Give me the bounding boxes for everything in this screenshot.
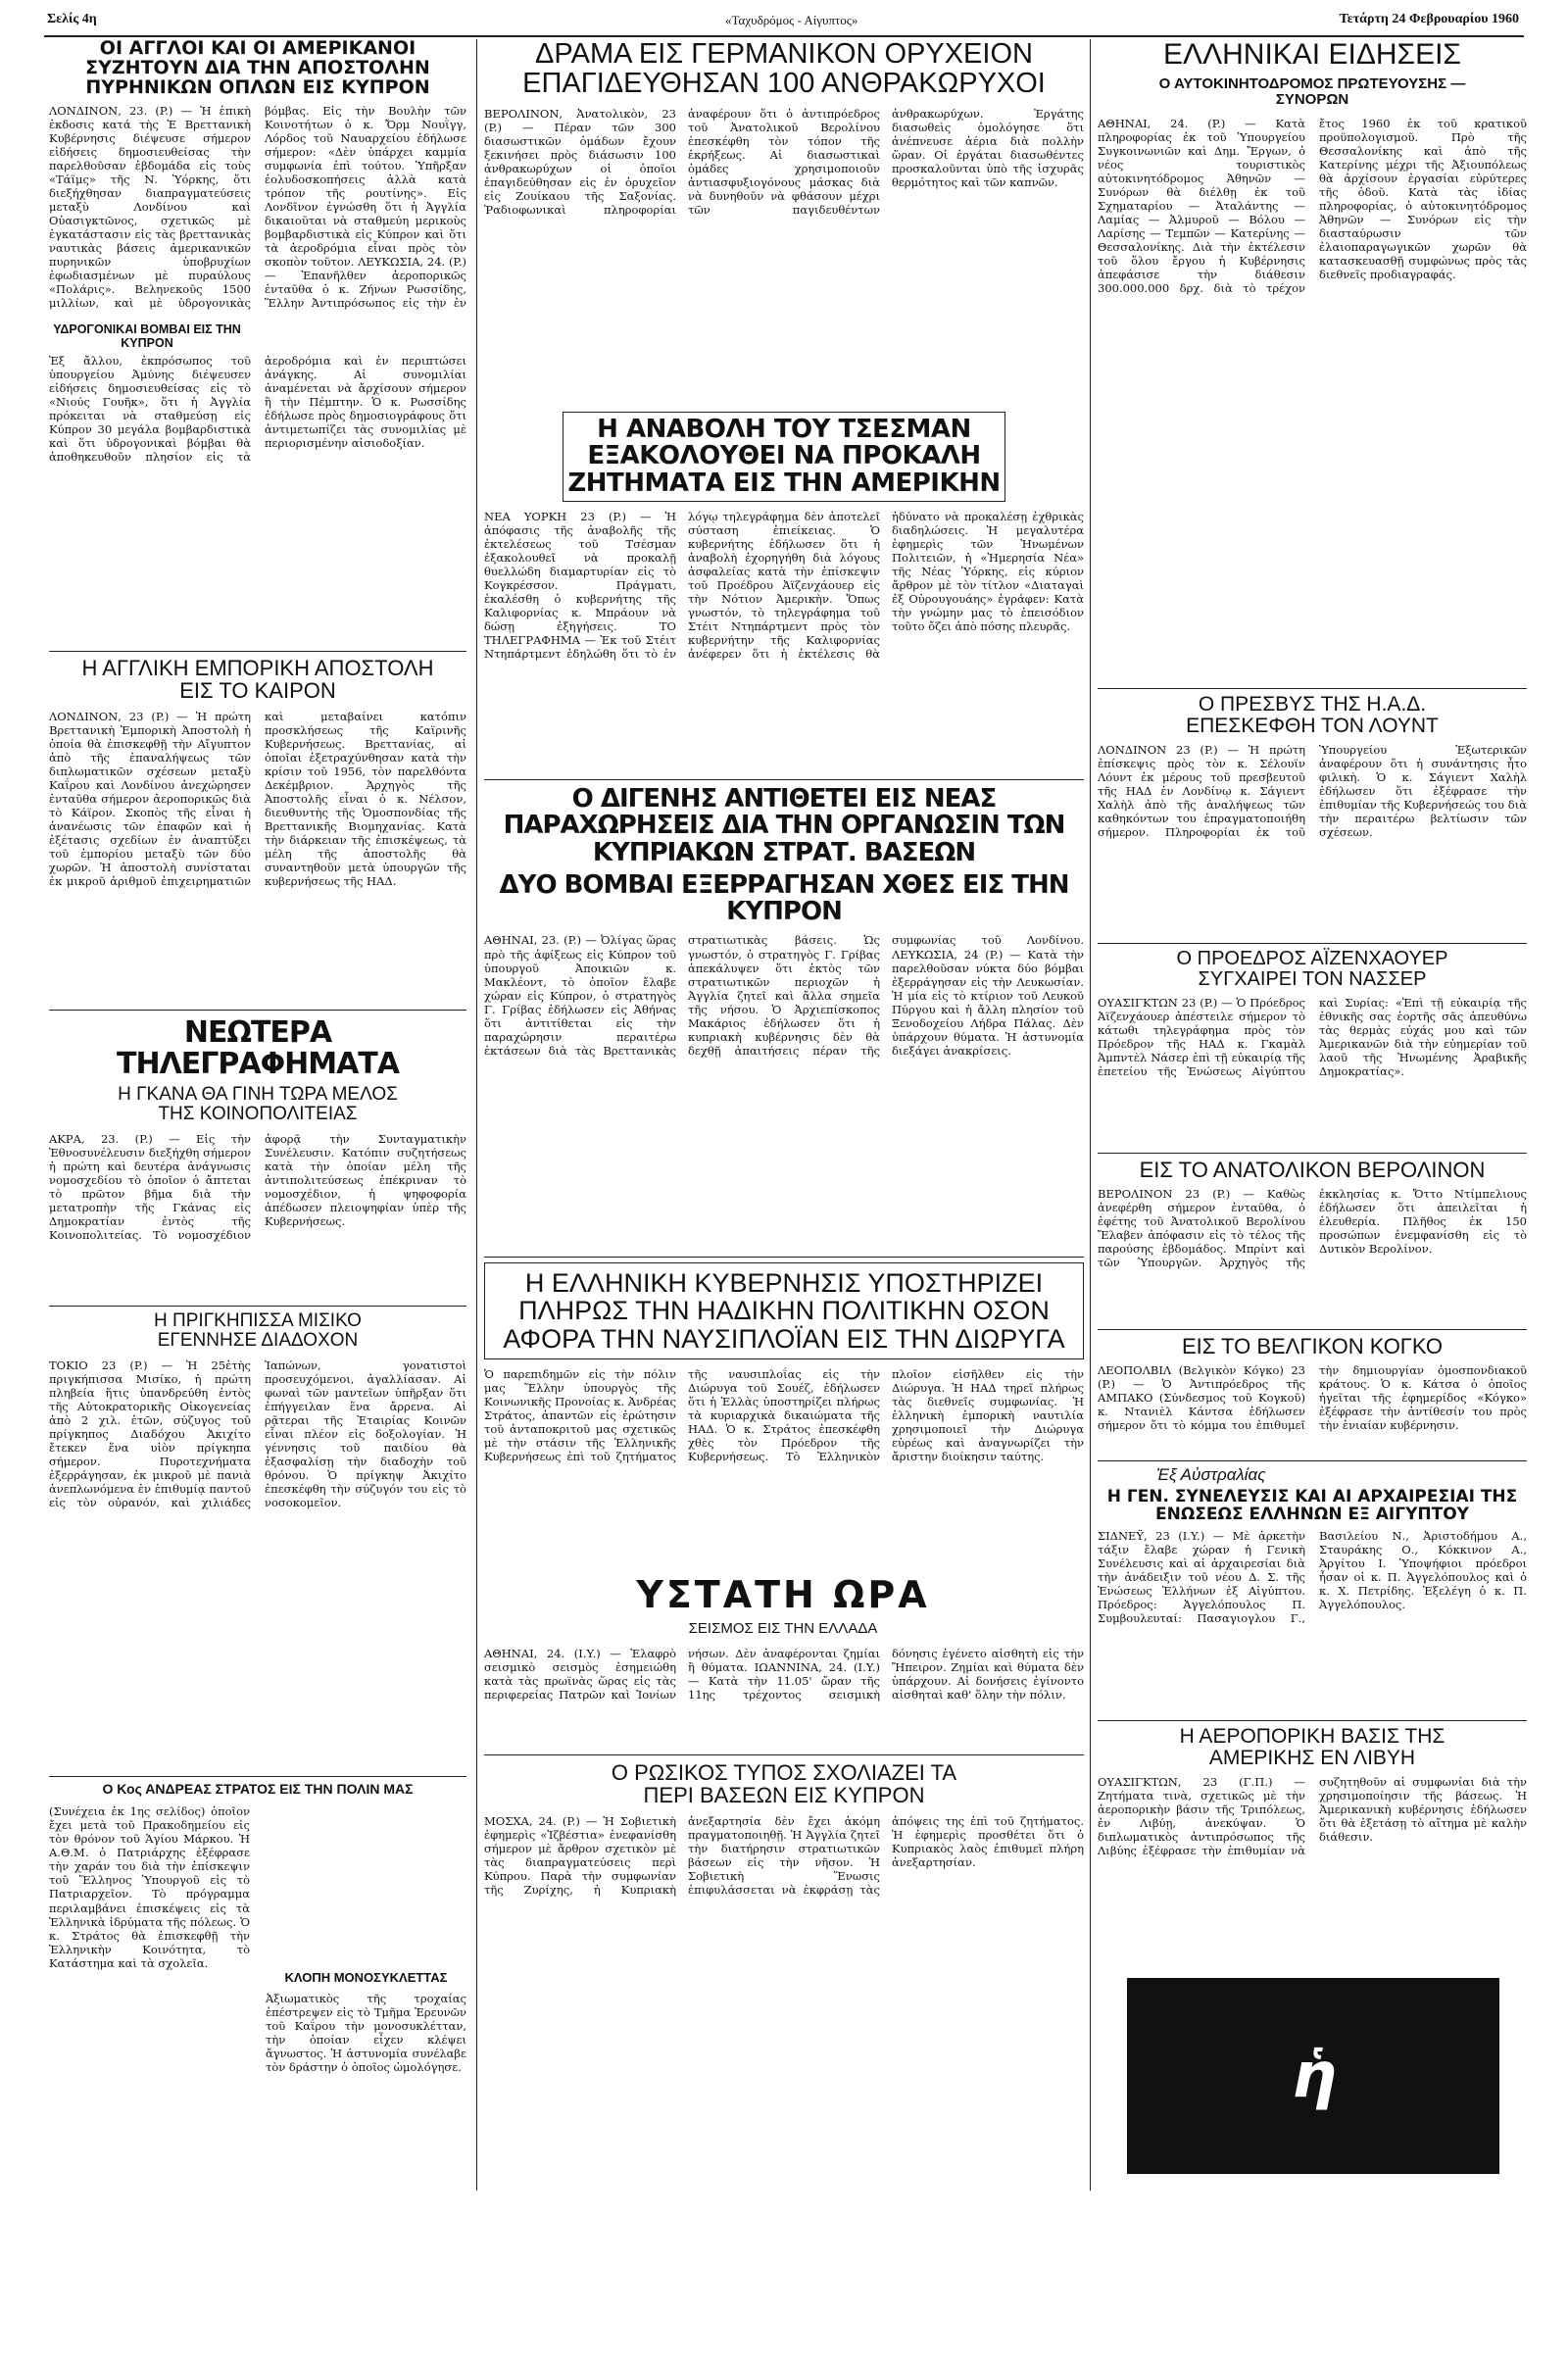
article-headline: Η ΓΕΝ. ΣΥΝΕΛΕΥΣΙΣ ΚΑΙ ΑΙ ΑΡΧΑΙΡΕΣΙΑΙ ΤΗΣ ΕΝΩΣΕΩΣ ΕΛΛΗΝΩΝ ΕΞ ΑΙΓΥΠΤΟΥ	[1106, 1486, 1518, 1524]
section-rule	[49, 1010, 466, 1011]
article-body: ΣΙΔΝΕΫ, 23 (I.Y.) — Μὲ ἀρκετὴν τάξιν ἔλαβε χώραν ἡ Γενικὴ Συνέλευσις καὶ αἱ ἀρχαιρεσίαι διὰ τὴν ἀνάδειξιν τοῦ νέου Δ. Σ. τῆς Ἑνώσεως Ἑλλήνων ἐξ Αἰγύπτου. Πρόεδρος: Ἀγγελόπουλος Π. Συμβουλευταί: Πασαγιογλου Γ., Βασιλείου Ν., Ἀριστοδήμου Α., Σταυράκης Ο., Κόκκινον Α., Ἀργίτου Ι. Ὑποψήφιοι πρόεδροι ἦσαν οἱ κ. Π. Ἀγγελόπουλος καὶ ὁ κ. Χ. Πετρίδης. Ἐξελέγη ὁ κ. Π. Ἀγγελόπουλος.	[1098, 1529, 1527, 1626]
article-headline: Ο ΡΩΣΙΚΟΣ ΤΥΠΟΣ ΣΧΟΛΙΑΖΕΙ ΤΑ ΠΕΡΙ ΒΑΣΕΩΝ ΕΙΣ ΚΥΠΡΟΝ	[611, 1760, 957, 1808]
article-body: ΛΟΝΔΙΝΟΝ, 23. (P.) — Ἡ ἐπικὴ ἐκδοσις κατά τὴς Ἐ Βρεττανικὴ Κυβέρνησις διέψευσε σήμερον εἰδήσεις δημοσιευθείσας τὴν παρελθοῦσαν ἑβδομάδα εἰς τοὺς «Τάϊμς» τῆς Ν. Ὑόρκης, ὅτι διεξήχθησαν διαπραγματεύσεις μεταξὺ Λονδίνου καὶ Οὐασιγκτῶνος, σχετικῶς μὲ ἐγκατάστασιν εἰς τὰς βρεττανικὰς ναυτικὰς βάσεις ἀμερικανικῶν πυρηνικῶν ὑποβρυχίων ἐφωδιασμένων μὲ πυραύλους «Πολάρις». Βεληνεκοῦς 1500 μιλλίων, καὶ μὲ ὑδρογονικὰς βόμβας. Εἰς τὴν Βουλὴν τῶν Κοινοτήτων ὁ κ. Ὄρμ Νουῒγγ, Λόρδος τοῦ Ναυαρχείου ἐδήλωσε σήμερον: «Δὲν ὑπάρχει καμμία συμφωνία ἐπὶ τούτου. Ὑπῆρξαν ἐολυδοσκοπήσεις ἀλλὰ κατὰ τρόπον τῆς ρουτίνης». Εἰς Λονδῖνον ἐγνώσθη ὅτι ἡ Ἀγγλία δικαιοῦται νὰ σταθμεύη μερικοὺς βομβαρδιστικὰ εἰς Κύπρον καὶ ὅτι τὰ ἀεροδρόμια εἶναι πρὸς τὸν σκοπὸν τοῦτον. ΛΕΥΚΩΣΙΑ, 24. (P.) — Ἐπανῆλθεν ἀεροπορικῶς ἐνταῦθα ὁ κ. Ζήνων Ρωσσίδης, Ἕλλην Ἀντιπρόσωπος εἰς τὴν ἐν	[49, 103, 466, 311]
col-divider-2	[1090, 39, 1091, 2191]
article-body: (Συνέχεια ἐκ 1ης σελίδος) ὁποῖον ἔχει μετὰ τοῦ Πρακοδημείου εἰς τὸν θρόνον τοῦ Ἁγίου Μάρκου. Ἡ Α.Θ.Μ. ὁ Πατριάρχης ἐξέφρασε τὴν χαράν του διὰ τὴν ἐπίσκεψιν τοῦ Ἕλληνος Ὑπουργοῦ εἰς τὸ Πατριαρχεῖον. Τὸ πρόγραμμα περιλαμβάνει ἐπισκέψεις εἰς τὰ Ἑλληνικὰ ἱδρύματα τῆς πόλεως. Ὁ κ. Στράτος θὰ ἐπισκεφθῇ τὴν Ἑλληνικὴν Κοινότητα, τὸ Κατάστημα καὶ τὰ σχολεῖα.	[49, 1804, 250, 1970]
article-body: Ὁ παρεπιδημῶν εἰς τὴν πόλιν μας Ἕλλην ὑπουργὸς τῆς Κοινωνικῆς Προνοίας κ. Ἀνδρέας Στράτος, ἀπαντῶν εἰς ἐρώτησιν τοῦ ἀνταποκριτοῦ μας σχετικῶς μὲ τὴν στάσιν τῆς Ἑλληνικῆς Κυβερνήσεως ἐπὶ τοῦ ζητήματος τῆς ναυσιπλοΐας εἰς τὴν Διώρυγα τοῦ Σουέζ, ἐδήλωσεν ὅτι ἡ Ἑλλὰς ὑποστηρίζει πλήρως τὰ κυριαρχικὰ δικαιώματα τῆς ΗΑΔ. Ὁ κ. Στράτος ἐπεσκέφθη χθὲς τὸν Πρόεδρον τῆς Κυβερνήσεως. Τὸ Ἑλληνικὸν πλοῖον εἰσῆλθεν εἰς τὴν Διώρυγα. Ἡ ΗΑΔ τηρεῖ πλήρως τὰς διεθνεῖς συμφωνίας. Ἡ ἑλληνικὴ ἐμπορικὴ ναυτιλία χρησιμοποιεῖ τὴν Διώρυγα εὐρέως καὶ ἀναγνωρίζει τὴν ἄριστην διοίκησιν ταύτης.	[484, 1367, 1084, 1464]
article-headline: Ο ΠΡΕΣΒΥΣ ΤΗΣ Η.Α.Δ. ΕΠΕΣΚΕΦΘΗ ΤΟΝ ΛΟΥΝΤ	[1186, 693, 1439, 738]
article-body: Ἀξιωματικὸς τῆς τροχαίας ἐπέστρεψεν εἰς τὸ Τμῆμα Ἐρευνῶν τοῦ Καΐρου τὴν μονοσυκλέτταν, τὴν ὁποίαν εἶχεν κλέψει ἄγνωστος. Ἡ ἀστυνομία συνέλαβε τὸν δράστην ὁ ὁποῖος ὡμολόγησε.	[266, 1991, 466, 2074]
article-body: ΜΟΣΧΑ, 24. (P.) — Ἡ Σοβιετικὴ ἐφημερὶς «Ἰζβέστια» ἐνεφανίσθη σήμερον μὲ ἄρθρον σχετικὸν μὲ τὰς διαπραγματεύσεις περὶ Κύπρου. Παρὰ τὴν συμφωνίαν τῆς Ζυρίχης, ἡ Κυπριακὴ ἀνεξαρτησία δὲν ἔχει ἀκόμη πραγματοποιηθῇ. Ἡ Ἀγγλία ζητεῖ τὴν διατήρησιν στρατιωτικῶν βάσεων εἰς τὴν νῆσον. Ἡ Σοβιετικὴ Ἕνωσις ἐπιφυλάσσεται νὰ ἐκφράσῃ τὰς ἀπόψεις της ἐπὶ τοῦ ζητήματος. Ἡ ἐφημερὶς προσθέτει ὅτι ὁ Κυπριακὸς λαὸς ἐπιθυμεῖ πλήρη ἀνεξαρτησίαν.	[484, 1814, 1084, 1898]
article-body: ΒΕΡΟΛΙΝΟΝ, Ἀνατολικὸν, 23 (P.) — Πέραν τῶν 300 διασωστικῶν ὁμάδων ἔχουν ξεκινήσει πρὸς διάσωσιν 100 ἀνθρακωρύχων οἱ ὁποῖοι ἐπαγιδεύθησαν εἰς ἐν ὀρυχεῖον εἰς Ζουίκαου τῆς Σαξονίας. Ῥαδιοφωνικαὶ πληροφορίαι ἀναφέρουν ὅτι ὁ ἀντιπρόεδρος τοῦ Ἀνατολικοῦ Βερολίνου ἐπεσκέφθη τὸν τόπον τῆς ἐκρήξεως. Αἱ διασωστικαὶ ὁμάδες χρησιμοποιοῦν ἀντιασφυξιογόνους μάσκας διὰ νὰ δυνηθοῦν νὰ φθάσουν μέχρι τῶν παγιδευθέντων ἀνθρακωρύχων. Ἐργάτης διασωθεὶς ὁμολόγησε ὅτι ἀνέπνευσε ἀέρια διὰ πολλὴν ὥραν. Οἱ ἐργάται διασωθέντες προσκαλοῦνται ὑπὸ τῆς ἰσχυρᾶς θερμότητος καὶ τῶν καπνῶν.	[484, 106, 1084, 217]
article-suez-policy	[484, 1262, 1084, 1556]
section-rule	[49, 651, 466, 652]
article-subhead: ΥΔΡΟΓΟΝΙΚΑΙ ΒΟΜΒΑΙ ΕΙΣ ΤΗΝ ΚΥΠΡΟΝ	[53, 321, 241, 350]
section-rule	[484, 1754, 1084, 1755]
section-rule	[49, 1306, 466, 1307]
article-soviet-press	[484, 1761, 1084, 2193]
article-libya-base	[1098, 1726, 1527, 2005]
article-headline: ΝΕΩΤΕΡΑ ΤΗΛΕΓΡΑΦΗΜΑΤΑ	[117, 1015, 399, 1081]
article-earthquake	[484, 1558, 1084, 1750]
section-rule	[1098, 943, 1527, 944]
article-subhead: ΣΕΙΣΜΟΣ ΕΙΣ ΤΗΝ ΕΛΛΑΔΑ	[688, 1619, 878, 1637]
article-digenis	[484, 786, 1084, 1252]
article-princess-michiko	[49, 1311, 466, 1772]
paper-name: «Ταχυδρόμος - Αίγυπτος»	[725, 13, 858, 27]
article-body: ΑΚΡΑ, 23. (P.) — Εἰς τὴν Ἐθνοσυνέλευσιν διεξήχθη σήμερον ἡ πρώτη καὶ δευτέρα ἀνάγνωσις νομοσχεδίου τὸ ὁποῖον ὁ ἄπτεται τὸ πρῶτον βῆμα διὰ τὴν μετατροπὴν τῆς Γκάνας εἰς Δημοκρατίαν ἐντὸς τῆς Κοινοπολιτείας. Τὸ νομοσχέδιον ἀφορᾷ τὴν Συνταγματικὴν Συνέλευσιν. Κατόπιν συζητήσεως κατὰ τὴν ὁποίαν μέλη τῆς ἀντιπολιτεύσεως ἐπέκριναν τὸ νομοσχέδιον, ἡ ψηφοφορία ἀπέδωσεν πλειοψηφίαν ὑπὲρ τῆς Κυβερνήσεως.	[49, 1131, 466, 1242]
article-headline: Η ΑΝΑΒΟΛΗ ΤΟΥ ΤΣΕΣΜΑΝ ΕΞΑΚΟΛΟΥΘΕΙ ΝΑ ΠΡΟΚΑΛΗ ΖΗΤΗΜΑΤΑ ΕΙΣ ΤΗΝ ΑΜΕΡΙΚΗΝ	[567, 415, 1001, 498]
section-rule	[1098, 1460, 1527, 1461]
article-body: ΑΘΗΝΑΙ, 24. (I.Y.) — Ἐλαφρὸ σεισμικὸ σεισμὸς ἐσημειώθη κατὰ τὰς πρωϊνὰς ὥρας εἰς τὰς περιφερείας Πατρῶν καὶ Ἰονίων νήσων. Δὲν ἀναφέρονται ζημίαι ἢ θύματα. ΙΩΑΝΝΙΝΑ, 24. (I.Y.) — Κατὰ τὴν 11.05' ὥραν τῆς 11ης τρέχοντος σεισμικὴ δόνησις ἐγένετο αἰσθητὴ εἰς τὴν Ἤπειρον. Ζημίαι καὶ θύματα δὲν ὑπάρχουν. Αἱ δονήσεις ἐγίνοντο αἰσθηταὶ καθ' ὅλην τὴν πόλιν.	[484, 1647, 1084, 1703]
page-number: Σελίς 4η	[47, 12, 97, 26]
article-east-berlin	[1098, 1159, 1527, 1325]
article-headline: ΔΡΑΜΑ ΕΙΣ ΓΕΡΜΑΝΙΚΟΝ ΟΡΥΧΕΙΟΝ ΕΠΑΓΙΔΕΥΘΗΣΑΝ 100 ΑΝΘΡΑΚΩΡΥΧΟΙ	[522, 38, 1046, 100]
article-ghana	[49, 1017, 466, 1302]
article-headline: ΥΣΤΑΤΗ ΩΡΑ	[636, 1573, 930, 1616]
article-body: ΑΘΗΝΑΙ, 23. (P.) — Ὀλίγας ὥρας πρὸ τῆς ἀφίξεως εἰς Κύπρον τοῦ ὑπουργοῦ Ἀποικιῶν κ. Μακλέοντ, τὸ ὁποῖον ἔλαβε χώραν εἰς Κύπρον, ὁ στρατηγὸς Γ. Γρίβας ἐδήλωσεν εἰς Ἀθήνας ὅτι ἀντιτίθεται εἰς τὴν παραχώρησιν περαιτέρω ἐκτάσεων διὰ τὰς Βρεττανικὰς στρατιωτικὰς βάσεις. Ὡς γνωστόν, ὁ στρατηγὸς Γ. Γρίβας ἀπεκάλυψεν ὅτι ἐκτὸς τῶν στρατιωτικῶν περιοχῶν ἡ Ἀγγλία ζητεῖ καὶ ἄλλα σημεῖα τῆς νήσου. Ὁ Ἀρχιεπίσκοπος Μακάριος ἐδήλωσεν ὅτι ἡ κυπριακὴ κυβέρνησις δὲν θὰ δεχθῇ ἀπαιτήσεις πέραν τῆς συμφωνίας τοῦ Λονδίνου. ΛΕΥΚΩΣΙΑ, 24 (P.) — Κατὰ τὴν παρελθοῦσαν νύκτα δύο βόμβαι ἐξερράγησαν εἰς τὴν Λευκωσίαν. Ἡ μία εἰς τὸ κτίριον τοῦ Λευκοῦ Πύργου καὶ ἡ ἄλλη πλησίον τοῦ Ξενοδοχείου Λήδρα Πάλας. Δὲν ὑπάρχουν θύματα. Ἡ ἀστυνομία διεξάγει ἀνακρίσεις.	[484, 933, 1084, 1058]
article-headline: ΟΙ ΑΓΓΛΟΙ ΚΑΙ ΟΙ ΑΜΕΡΙΚΑΝΟΙ ΣΥΖΗΤΟΥΝ ΔΙΑ ΤΗΝ ΑΠΟΣΤΟΛΗΝ ΠΥΡΗΝΙΚΩΝ ΟΠΛΩΝ ΕΙΣ ΚΥΠΡΟΝ	[85, 37, 430, 98]
article-headline-2: ΔΥΟ ΒΟΜΒΑΙ ΕΞΕΡΡΑΓΗΣΑΝ ΧΘΕΣ ΕΙΣ ΤΗΝ ΚΥΠΡΟΝ	[499, 869, 1069, 927]
article-body: Ἐξ ἄλλου, ἐκπρόσωπος τοῦ ὑπουργείου Ἀμύνης διέψευσεν εἰδήσεις δημοσιευθείσας εἰς τὸ «Νιούς Γουῆκ», ὅτι ἡ Ἀγγλία πρόκειται νὰ σταθμεύσῃ εἰς Κύπρον 30 μεγάλα βομβαρδιστικὰ καὶ ὅτι ὑδρογονικαὶ βόμβαι θὰ ἀποθηκευθοῦν πλησίον εἰς τὰ ἀεροδρόμια καὶ ἐν περιπτώσει ἀνάγκης. Αἱ συνομιλίαι ἀναμένεται νὰ ἄρχίσουν σήμερον ἢ τὴν Πέμπτην. Ὁ κ. Ρωσσίδης ἐδήλωσε πρὸς δημοσιογράφους ὅτι ἀντιμετωπίζει τὰς συνομιλίας μὲ περιορισμένην αἰσιοδοξίαν.	[49, 354, 466, 465]
article-cyprus-nuclear	[49, 39, 466, 529]
article-body: ΛΟΝΔΙΝΟΝ 23 (P.) — Ἡ πρώτη ἐπίσκεψις πρὸς τὸν κ. Σέλουϊν Λόυντ ἐκ μέρους τοῦ πρεσβευτοῦ τῆς ΗΑΔ ἐν Λονδίνῳ κ. Σάγιεντ Χαλὴλ ἀπὸ τῆς ἀναλήψεως τῶν καθηκόντων του ἐπραγματοποιήθη σήμερον. Πληροφορίαι ἐκ τοῦ Ὑπουργείου Ἐξωτερικῶν ἀναφέρουν ὅτι ἡ συνάντησις ἦτο φιλικὴ. Ὁ κ. Σάγιεντ Χαλὴλ ἐδήλωσεν ὅτι ἐξέφρασε τὴν ἐπιθυμίαν τῆς Κυβερνήσεώς του διὰ τὴν περαιτέρω βελτίωσιν τῶν σχέσεων.	[1098, 743, 1527, 840]
article-body: ΑΘΗΝΑΙ, 24. (P.) — Κατὰ πληροφορίας ἐκ τοῦ Ὑπουργείου Συγκοινωνιῶν καὶ Δημ. Ἔργων, ὁ νέος τουριστικὸς αὐτοκινητόδρομος Ἀθηνῶν — Συνόρων θὰ διέλθῃ ἐκ τοῦ Σχηματαρίου — Ἀταλάντης — Λαμίας — Ἀλμυροῦ — Βόλου — Λαρίσης — Τεμπῶν — Κατερίνης — Θεσσαλονίκης. Διὰ τὴν ἐκτέλεσιν τοῦ ὅλου ἔργου ἡ Κυβέρνησις ἀπεφάσισε τὴν διάθεσιν 300.000.000 δρχ. διὰ τὸ τρέχον ἔτος 1960 ἐκ τοῦ κρατικοῦ προϋπολογισμοῦ. Πρὸ τῆς Θεσσαλονίκης καὶ ἀπὸ τῆς Κατερίνης μέχρι τῆς Ἀξιουπόλεως θὰ ἀρχίσουν ἐργασίαι εὐρύτερες τῆς ὁδοῦ. Κατὰ τὰς ἰδίας πληροφορίας, ὁ αὐτοκινητόδρομος Ἀθηνῶν — Συνόρων εἰς τὴν διασταύρωσιν τῶν ἐλαιοπαραγωγικῶν χωρῶν θὰ κατασκευασθῇ συμφώνως πρὸς τὰς διεθνεῖς προδιαγραφάς.	[1098, 116, 1527, 295]
section-rule	[1098, 1329, 1527, 1330]
section-rule	[1098, 1153, 1527, 1154]
masthead	[39, 8, 1529, 33]
issue-date: Τετάρτη 24 Φεβρουαρίου 1960	[1339, 12, 1519, 26]
section-rule	[484, 779, 1084, 780]
article-german-mine	[484, 39, 1084, 402]
article-body: ΟΥΑΣΙΓΚΤΩΝ, 23 (Γ.Π.) — Ζητήματα τινὰ, σχετικῶς μὲ τὴν ἀεροπορικὴν βάσιν τῆς Τριπόλεως, ἐν Λιβύῃ, ἀνεκύψαν. Ὁ διπλωματικὸς ἀντιπρόσωπος τῆς Λιβύης ἐξέφρασε τὴν ἐπιθυμίαν νὰ συζητηθοῦν αἱ συμφωνίαι διὰ τὴν χρησιμοποίησιν τῆς βάσεως. Ἡ Ἀμερικανικὴ κυβέρνησις ἐδήλωσεν ὅτι θὰ ἐξετάσῃ τὸ αἴτημα μὲ καλὴν διάθεσιν.	[1098, 1775, 1527, 1858]
section-title: ΕΛΛΗΝΙΚΑΙ ΕΙΔΗΣΕΙΣ	[1163, 38, 1461, 71]
article-congo	[1098, 1335, 1527, 1457]
article-ambassador	[1098, 694, 1527, 939]
article-eisenhower	[1098, 949, 1527, 1150]
article-chessman	[484, 412, 1084, 774]
article-subhead: ΚΛΟΠΗ ΜΟΝΟΣΥΚΛΕΤΤΑΣ	[284, 1970, 448, 1986]
article-headline: Ο ΔΙΓΕΝΗΣ ΑΝΤΙΘΕΤΕΙ ΕΙΣ ΝΕΑΣ ΠΑΡΑΧΩΡΗΣΕΙΣ ΔΙΑ ΤΗΝ ΟΡΓΑΝΩΣΙΝ ΤΩΝ ΚΥΠΡΙΑΚΩΝ ΣΤΡΑΤ. ΒΑΣΕΩΝ	[503, 784, 1065, 867]
article-body: ΝΕΑ ΥΟΡΚΗ 23 (P.) — Ἡ ἀπόφασις τῆς ἀναβολῆς τῆς ἐκτελέσεως τοῦ Τσέσμαν ἐξακολουθεῖ νὰ προκαλῇ θυελλώδη διαμαρτυρίαν εἰς τὸ Κογκρέσσον. Πράγματι, ἐκαλέσθη ὁ κυβερνήτης τῆς Καλιφορνίας κ. Μπράουν νὰ δώσῃ ἐξηγήσεις. ΤΟ ΤΗΛΕΓΡΑΦΗΜΑ — Ἐκ τοῦ Στέιτ Ντηπάρτμεντ ἐδηλώθη ὅτι τὸ ἐν λόγῳ τηλεγράφημα δὲν ἀποτελεῖ σύσταση ἐπιείκειας. Ὁ κυβερνήτης ἐδήλωσεν ὅτι ἡ ἀναβολὴ ἐχορηγήθη διὰ λόγους ἀσφαλείας κατὰ τὴν ἐπίσκεψιν τοῦ Προέδρου Ἀϊζενχάουερ εἰς τὴν Νότιον Ἀμερικὴν. Ὅπως γνωστόν, τὸ τηλεγράφημα τοῦ Στέιτ Ντηπάρτμεντ πρὸς τὸν κυβερνήτην τῆς Καλιφορνίας ἀνέφερεν ὅτι ἡ ἐκτέλεσις θὰ ἠδύνατο νὰ προκαλέσῃ ἐχθρικὰς διαδηλώσεις. Ἡ μεγαλυτέρα ἐφημερὶς τῶν Ἡνωμένων Πολιτειῶν, ἡ «Ἡμερησία Νέα» τῆς Νέας Ὑόρκης, εἰς κύριον ἄρθρον μὲ τὸν τίτλον «Διαταγαὶ ἐξ Οὐρουγουάης» ἐγράφεν: Κατὰ τὴν γνώμην μας τὸ ἐπεισόδιον τοῦτο ὄζει ἀπὸ πόσης πλευρᾶς.	[484, 509, 1084, 662]
article-headline: ΕΙΣ ΤΟ ΑΝΑΤΟΛΙΚΟΝ ΒΕΡΟΛΙΝΟΝ	[1139, 1158, 1486, 1182]
section-rule	[1098, 688, 1527, 689]
article-australia	[1098, 1466, 1527, 1716]
col-divider-1	[476, 39, 477, 2191]
article-stratos-visit	[49, 1782, 466, 2194]
ad-wordmark: ἡ ΜΟΥΓΕΤΑ	[1152, 2040, 1475, 2308]
article-trade-mission	[49, 657, 466, 1005]
article-body: ΒΕΡΟΛΙΝΟΝ 23 (P.) — Καθὼς ἀνεφέρθη σήμερον ἐνταῦθα, ὁ ἐφέτης τοῦ Ἀνατολικοῦ Βερολίνου Ἔλαβεν ἀπόφασιν εἰς τὸ τέλος τῆς παρούσης ἑβδομάδος. Μπρίντ καὶ τῶν Ὑπουργῶν. Ἀρχηγὸς τῆς ἐκκλησίας κ. Ὄττο Ντίμπελιους ἐδήλωσεν ὅτι ἀπειλεῖται ἡ ἐλευθερία. Πλῆθος ἐκ 150 προσώπων ἐνεμφανίσθη εἰς τὸ Δυτικὸν Βερολίνον.	[1098, 1187, 1527, 1270]
article-headline: ΕΙΣ ΤΟ ΒΕΛΓΙΚΟΝ ΚΟΓΚΟ	[1181, 1334, 1444, 1358]
article-greek-news	[1098, 39, 1527, 681]
article-body: ΤΟΚΙΟ 23 (P.) — Ἡ 25ἐτὴς πριγκήπισσα Μισίκο, ἡ πρώτη πληβεία ἥτις ὑπανδρεύθη ἐντὸς τῆς Αὐτοκρατορικῆς Οἰκογενείας ἀπὸ 2 χιλ. ἐτῶν, σύζυγος τοῦ πρίγκηπος Διαδόχου Ἀκιχίτο ἔτεκεν ἕνα υἱὸν πρίγκηπα σήμερον. Πυροτεχνήματα ἐξερράγησαν, ἐκ μικροῦ μὲ πανιὰ ἀνεπλωνόμενα ἐν ἐπιθυμίᾳ παντοῦ εἰς τὸν οὐρανόν, καὶ χιλιάδες Ἰαπώνων, γονατιστοὶ προσευχόμενοι, ἀγαλλίασαν. Αἱ φωναὶ τῶν μαντεῖων ὑπῆρξαν ὅτι ἐπήγγειλαν ἕνα ἄρρενα. Αἱ ρᾷτεραι τῆς Ἐταιρίας Κοινῶν εἶναι πλέον εἰς δοξολογίαν. Ἡ γέννησις τοῦ παιδίου θὰ ἐξασφαλίσῃ τὴν διαδοχὴν τοῦ θρόνου. Ὁ πρίγκηψ Ἀκιχίτο ἐπεσκέφθη τὴν σύζυγόν του εἰς τὸ νοσοκομεῖον.	[49, 1358, 466, 1510]
mouyeta-advertisement	[1127, 1978, 1499, 2308]
article-headline: Η ΕΛΛΗΝΙΚΗ ΚΥΒΕΡΝΗΣΙΣ ΥΠΟΣΤΗΡΙΖΕΙ ΠΛΗΡΩΣ ΤΗΝ ΗΑΔΙΚΗΝ ΠΟΛΙΤΙΚΗΝ ΟΣΟΝ ΑΦΟΡΑ ΤΗΝ ΝΑΥΣΙΠΛΟΪΑΝ ΕΙΣ ΤΗΝ ΔΙΩΡΥΓΑ	[503, 1268, 1065, 1354]
article-body: ΛΟΝΔΙΝΟΝ, 23 (P.) — Ἡ πρώτη Βρεττανικὴ Ἐμπορικὴ Ἀποστολὴ ἡ ὁποία θὰ ἐπισκεφθῇ τὴν Αἴγυπτον ἀπὸ τῆς ἐπαναλήψεως τῶν διπλωματικῶν σχέσεων μεταξὺ Καΐρου καὶ Λονδίνου ἀνεχώρησεν ἐνταῦθα σήμερον ἀεροπορικῶς διὰ τὸ Κάϊρον. Σκοπὸς τῆς εἶναι ἡ ἀνανέωσις τῶν ἐπαφῶν καὶ ἡ ἐξέτασις σχεδίων ἐν ἀναπτύξει τοῦ ἐμπορίου μεταξὺ τῶν δύο χωρῶν. Ἡ ἀποστολὴ συνίσταται ἐκ μικροῦ ἀριθμοῦ ἐπιχειρηματιῶν καὶ μεταβαίνει κατόπιν προσκλήσεως τῆς Καϊρινῆς Κυβερνήσεως. Βρεττανίας, αἱ ὁποῖαι ἐξετραχύνθησαν κατὰ τὴν κρίσιν τοῦ 1956, τὸν παρελθόντα Δεκέμβριον. Ἀρχηγὸς τῆς Ἀποστολῆς εἶναι ὁ κ. Νέλσον, διευθυντὴς τῆς Ὁμοσπονδίας τῆς Βρεττανικῆς Βιομηχανίας. Κατὰ τὴν διάρκειαν τῆς ἐπισκέψεως, τὰ μέλη τῆς ἀποστολῆς θὰ συναντηθοῦν μετὰ ὑπουργῶν τῆς κυβερνήσεως τῆς ΗΑΔ.	[49, 710, 466, 889]
section-rule	[1098, 1720, 1527, 1721]
article-headline: Η ΠΡΙΓΚΗΠΙΣΣΑ ΜΙΣΙΚΟ ΕΓΕΝΝΗΣΕ ΔΙΑΔΟΧΟΝ	[154, 1310, 362, 1351]
article-headline: Ο ΠΡΟΕΔΡΟΣ ΑΪΖΕΝΧΑΟΥΕΡ ΣΥΓΧΑΙΡΕΙ ΤΟΝ ΝΑΣΣΕΡ	[1176, 948, 1448, 990]
article-headline: Η ΑΓΓΛΙΚΗ ΕΜΠΟΡΙΚΗ ΑΠΟΣΤΟΛΗ ΕΙΣ ΤΟ ΚΑΙΡΟΝ	[81, 656, 434, 704]
section-title: Ἐξ Αὐστραλίας	[1156, 1465, 1266, 1484]
section-rule	[49, 1776, 466, 1777]
article-headline: Ο Κος ΑΝΔΡΕΑΣ ΣΤΡΑΤΟΣ ΕΙΣ ΤΗΝ ΠΟΛΙΝ ΜΑΣ	[102, 1781, 414, 1797]
article-body: ΟΥΑΣΙΓΚΤΩΝ 23 (P.) — Ὁ Πρόεδρος Ἀϊζενχάουερ ἀπέστειλε σήμερον τὸ κάτωθι τηλεγράφημα πρὸς τὸν Πρόεδρον τῆς ΗΑΔ κ. Γκαμὰλ Ἀμπντὲλ Νάσερ ἐπὶ τῇ εὐκαιρίᾳ τῆς ἐπετείου τῆς Ἑνώσεως Αἰγύπτου καὶ Συρίας: «Ἐπὶ τῇ εὐκαιρίᾳ τῆς ἐθνικῆς σας ἑορτῆς σᾶς ἀπευθύνω τὰς θερμὰς εὐχάς μου καὶ τῶν Ἀμερικανῶν διὰ τὴν εὐημερίαν τοῦ λαοῦ τῆς Ἡνωμένης Ἀραβικῆς Δημοκρατίας».	[1098, 996, 1527, 1079]
article-body: ΛΕΟΠΟΛΒΙΛ (Βελγικὸν Κόγκο) 23 (P.) — Ὁ Ἀντιπρόεδρος τῆς ΑΜΠΑΚΟ (Σύνδεσμος τοῦ Κογκοῦ) κ. Ντανιὲλ Κάντσα ἐδήλωσεν σήμερον ὅτι τὸ κόμμα του ἐπιθυμεῖ τὴν δημιουργίαν ὁμοσπονδιακοῦ κράτους. Ὁ κ. Κάτσα ὁ ὁποῖος ἡγεῖται τῆς ἐφημερίδος «Κόγκο» ἐξέφρασε τὴν ἀντίθεσίν του πρὸς τὴν ἑνιαίαν κυβέρνησιν.	[1098, 1363, 1527, 1433]
article-headline: Η ΑΕΡΟΠΟΡΙΚΗ ΒΑΣΙΣ ΤΗΣ ΑΜΕΡΙΚΗΣ ΕΝ ΛΙΒΥΗ	[1179, 1725, 1446, 1770]
article-subhead: Η ΓΚΑΝΑ ΘΑ ΓΙΝΗ ΤΩΡΑ ΜΕΛΟΣ ΤΗΣ ΚΟΙΝΟΠΟΛΙΤΕΙΑΣ	[118, 1084, 398, 1124]
article-subhead: Ο ΑΥΤΟΚΙΝΗΤΟΔΡΟΜΟΣ ΠΡΩΤΕΥΟΥΣΗΣ — ΣΥΝΟΡΩΝ	[1158, 74, 1466, 108]
section-rule	[484, 1257, 1084, 1258]
